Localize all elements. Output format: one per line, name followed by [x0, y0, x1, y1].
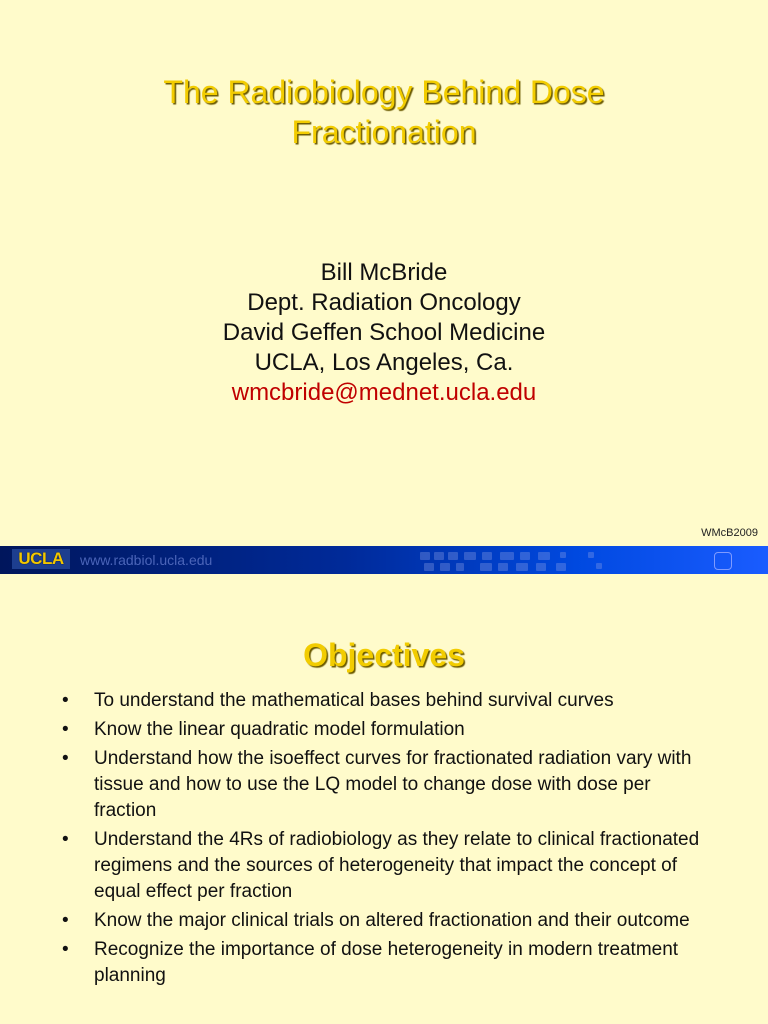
author-school: David Geffen School Medicine — [222, 319, 546, 346]
author-department: Dept. Radiation Oncology — [247, 289, 521, 316]
footer-url-link[interactable]: www.radbiol.ucla.edu — [80, 552, 213, 568]
bullet-icon: • — [62, 939, 69, 960]
slide-title — [0, 72, 768, 152]
objectives-title: Objectives — [303, 637, 465, 673]
objective-item — [62, 908, 702, 934]
bullet-icon: • — [62, 719, 69, 740]
objective-text: Understand how the isoeffect curves for fractionated radiation vary with tissue and how to use the LQ model to change dose with dose per fraction — [94, 748, 692, 821]
objective-text: To understand the mathematical bases behind survival curves — [94, 690, 614, 711]
bullet-icon: • — [62, 748, 69, 769]
rounded-square-icon — [714, 552, 732, 570]
objectives-slide — [0, 575, 768, 1024]
author-location: UCLA, Los Angeles, Ca. — [254, 349, 514, 376]
ucla-logo-text: UCLA — [18, 549, 64, 568]
ucla-logo — [12, 549, 70, 569]
bullet-icon: • — [62, 910, 69, 931]
objective-item — [62, 746, 702, 824]
objective-text: Know the linear quadratic model formulation — [94, 719, 465, 740]
slide-title-line-2: Fractionation — [291, 114, 477, 150]
decorative-squares-pattern — [420, 550, 620, 572]
objective-item — [62, 688, 702, 714]
objective-text: Understand the 4Rs of radiobiology as they relate to clinical fractionated regimens and the sources of heterogeneity that impact the concept of equal effect per fraction — [94, 829, 700, 902]
slide-title-line-1: The Radiobiology Behind Dose — [163, 74, 605, 110]
bullet-icon: • — [62, 690, 69, 711]
objectives-list — [62, 688, 702, 992]
objective-item — [62, 937, 702, 989]
bullet-icon: • — [62, 829, 69, 850]
objective-item — [62, 717, 702, 743]
footer-bar — [0, 546, 768, 574]
author-email-link[interactable]: wmcbride@mednet.ucla.edu — [231, 379, 537, 406]
watermark-label: WMcB2009 — [701, 527, 758, 539]
objective-item — [62, 827, 702, 905]
author-block — [0, 258, 768, 408]
author-name: Bill McBride — [320, 259, 448, 286]
objective-text: Recognize the importance of dose heterogeneity in modern treatment planning — [94, 939, 679, 986]
objective-text: Know the major clinical trials on altered fractionation and their outcome — [94, 910, 690, 931]
